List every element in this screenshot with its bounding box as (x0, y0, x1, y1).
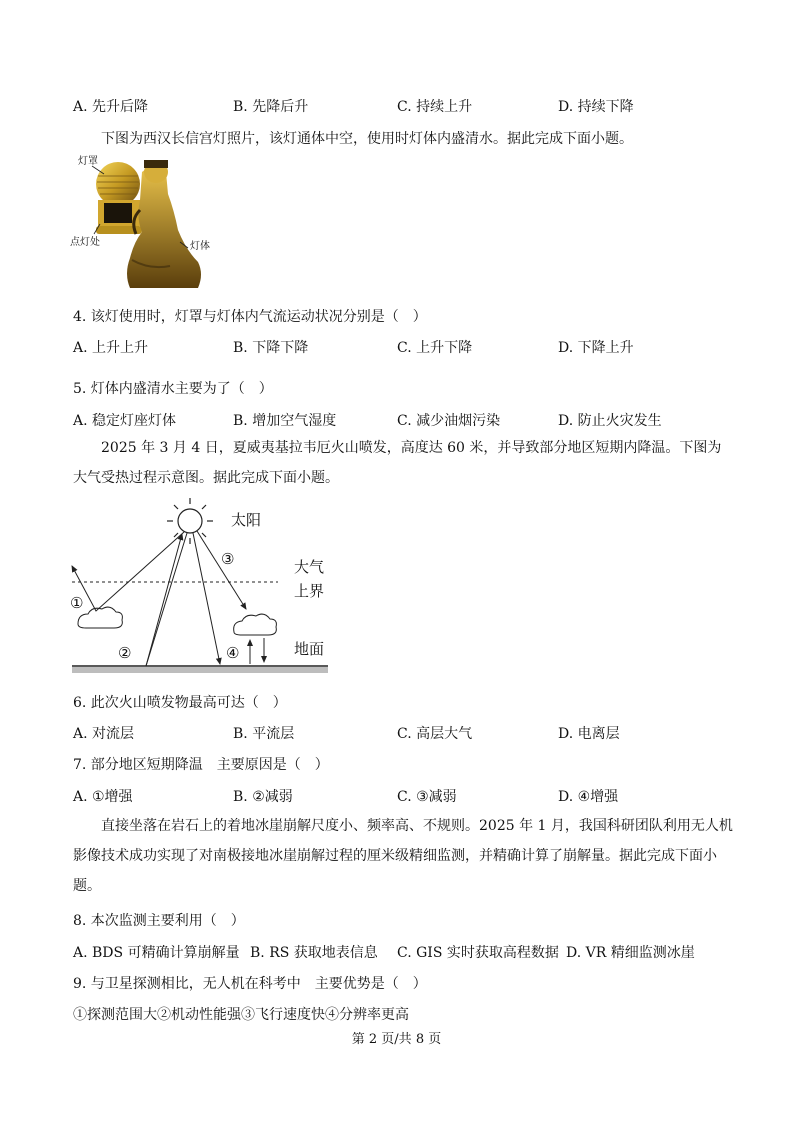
q6-option-b[interactable]: B. 平流层 (233, 726, 295, 742)
q8-option-a[interactable]: A. BDS 可精确计算崩解量 (73, 945, 240, 961)
lamp-intro: 下图为西汉长信宫灯照片，该灯通体中空，使用时灯体内盛清水。据此完成下面小题。 (101, 131, 633, 147)
q3-options (73, 96, 753, 116)
label-atmosphere: 大气 (294, 558, 325, 576)
q3-option-c[interactable]: C. 持续上升 (397, 99, 473, 115)
lamp-photo (70, 150, 220, 292)
heating-process-svg (66, 496, 336, 681)
atmosphere-diagram (66, 496, 336, 681)
ray-ground-reflect (146, 534, 182, 666)
q6-options (73, 723, 753, 743)
q4-options (73, 337, 753, 357)
q4-stem: 4. 该灯使用时，灯罩与灯体内气流运动状况分别是（ ） (73, 309, 427, 325)
q7-option-b[interactable]: B. ②减弱 (233, 789, 293, 805)
glacier-intro: 直接坐落在岩石上的着地冰崖崩解尺度小、频率高、不规则。2025 年 1 月，我国科研团队利用无人机影像技术成功实现了对南极接地冰崖崩解过程的厘米级精细监测，并精确计算了崩解量。据此完成下面小题。 (73, 818, 733, 894)
q7-options (73, 786, 753, 806)
q5-options (73, 410, 753, 430)
q4-option-d[interactable]: D. 下降上升 (558, 340, 634, 356)
lamp-figure (70, 150, 220, 292)
q5-option-a[interactable]: A. 稳定灯座灯体 (73, 413, 177, 429)
sun-icon (167, 498, 213, 544)
cloud-right (234, 614, 277, 635)
q9-stem: 9. 与卫星探测相比，无人机在科考中 主要优势是（ ） (73, 976, 427, 992)
q5-stem: 5. 灯体内盛清水主要为了（ ） (73, 381, 273, 397)
ground-fill (72, 667, 328, 673)
q5-option-d[interactable]: D. 防止火灾发生 (558, 413, 662, 429)
q9-items: ①探测范围大②机动性能强③飞行速度快④分辨率更高 (73, 1007, 409, 1023)
q8-options (73, 942, 753, 962)
label-n1: ① (70, 594, 84, 612)
q3-option-d[interactable]: D. 持续下降 (558, 99, 634, 115)
q6-stem: 6. 此次火山喷发物最高可达（ ） (73, 695, 287, 711)
label-n3: ③ (221, 550, 235, 568)
q6-option-a[interactable]: A. 对流层 (73, 726, 135, 742)
label-sun: 太阳 (231, 511, 262, 529)
lamp-label-shade: 灯罩 (78, 156, 98, 167)
label-n4: ④ (226, 644, 240, 662)
q6-option-c[interactable]: C. 高层大气 (397, 726, 473, 742)
q8-option-b[interactable]: B. RS 获取地表信息 (250, 945, 378, 961)
ray-to-ground (146, 533, 187, 666)
q8-option-d[interactable]: D. VR 精细监测冰崖 (566, 945, 695, 961)
ray-reflected-cloud (72, 532, 184, 611)
q5-option-b[interactable]: B. 增加空气湿度 (233, 413, 337, 429)
lamp-label-body: 灯体 (190, 241, 210, 252)
q7-option-d[interactable]: D. ④增强 (558, 789, 619, 805)
q7-option-a[interactable]: A. ①增强 (73, 789, 133, 805)
lamp-label-light: 点灯处 (70, 237, 100, 248)
q4-option-a[interactable]: A. 上升上升 (73, 340, 149, 356)
q8-stem: 8. 本次监测主要利用（ ） (73, 913, 245, 929)
q3-option-a[interactable]: A. 先升后降 (73, 99, 149, 115)
q4-option-c[interactable]: C. 上升下降 (397, 340, 473, 356)
page-footer: 第 2 页/共 8 页 (351, 1032, 442, 1047)
q8-option-c[interactable]: C. GIS 实时获取高程数据 (397, 945, 559, 961)
q7-stem: 7. 部分地区短期降温 主要原因是（ ） (73, 757, 329, 773)
q3-option-b[interactable]: B. 先降后升 (233, 99, 309, 115)
volcano-intro: 2025 年 3 月 4 日，夏威夷基拉韦厄火山喷发，高度达 60 米，并导致部分地区短期内降温。下图为大气受热过程示意图。据此完成下面小题。 (73, 440, 722, 486)
ray-three (197, 531, 246, 609)
q5-option-c[interactable]: C. 减少油烟污染 (397, 413, 501, 429)
q7-option-c[interactable]: C. ③减弱 (397, 789, 457, 805)
ray-direct (193, 533, 220, 664)
label-n2: ② (118, 644, 132, 662)
q4-option-b[interactable]: B. 下降下降 (233, 340, 309, 356)
label-ground: 地面 (294, 640, 325, 658)
cloud-left (78, 607, 122, 628)
q6-option-d[interactable]: D. 电离层 (558, 726, 620, 742)
label-upper-bound: 上界 (294, 582, 325, 600)
